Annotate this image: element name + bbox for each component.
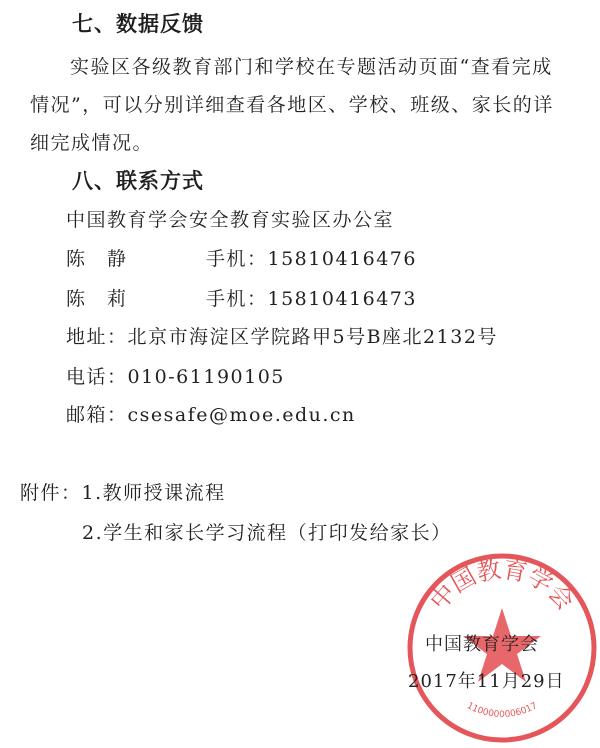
address-line: 地址：北京市海淀区学院路甲5号B座北2132号	[66, 326, 498, 348]
signature-date: 2017年11月29日	[408, 671, 565, 692]
attachment-1: 附件：1.教师授课流程	[20, 482, 226, 504]
contact-row-2	[66, 284, 417, 311]
section-8-heading: 八、联系方式	[72, 169, 204, 193]
section-7-heading: 七、数据反馈	[72, 12, 204, 36]
section-7-paragraph: 实验区各级教育部门和学校在专题活动页面“查看完成情况”，可以分别详细查看各地区、学校、班级、家长的详细完成情况。	[30, 56, 554, 154]
contact-phone: 手机：15810416473	[206, 288, 417, 310]
signature-org: 中国教育学会	[425, 634, 539, 655]
contact-name: 陈 静	[66, 248, 128, 270]
phone-line: 电话：010-61190105	[66, 366, 285, 388]
contact-phone: 手机：15810416476	[206, 248, 417, 270]
seal-number: 1100000006017	[464, 701, 540, 720]
contact-row-1	[66, 244, 417, 271]
office-name: 中国教育学会安全教育实验区办公室	[66, 209, 395, 231]
contact-name: 陈 莉	[66, 288, 128, 310]
email-line: 邮箱：csesafe@moe.edu.cn	[66, 404, 356, 426]
attachment-2: 2.学生和家长学习流程（打印发给家长）	[82, 522, 452, 544]
seal-arc-text: 中国教育学会	[424, 555, 580, 616]
